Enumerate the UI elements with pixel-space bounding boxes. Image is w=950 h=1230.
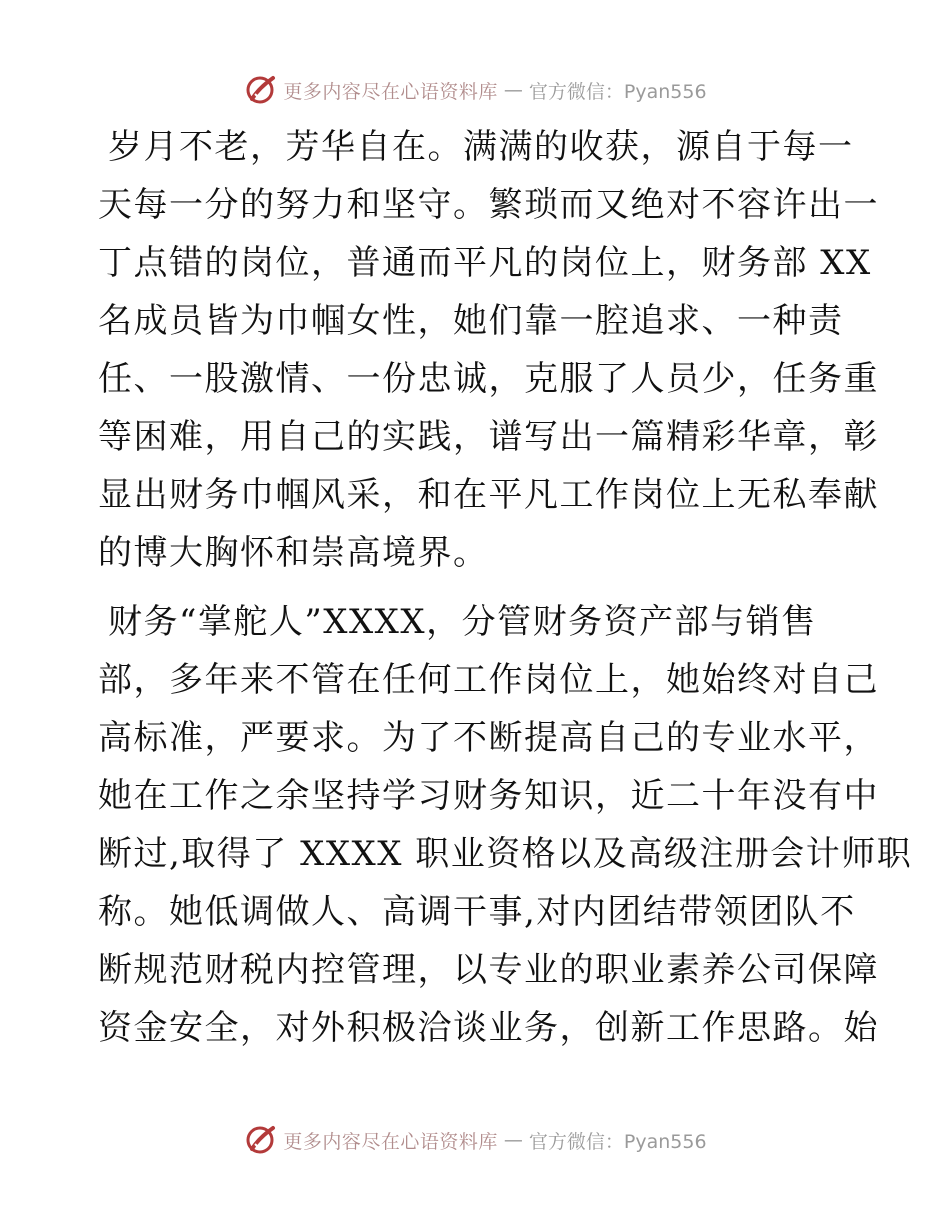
brush-logo-icon xyxy=(243,73,277,107)
footer-banner-text: 更多内容尽在心语资料库 xyxy=(283,1130,498,1153)
header-banner-separator: — xyxy=(503,79,523,101)
header-banner-text: 更多内容尽在心语资料库 xyxy=(283,80,498,103)
text-line: 天每一分的努力和坚守。繁琐而又绝对不容许出一 xyxy=(98,185,879,225)
text-line: 称。她低调做人、高调干事,对内团结带领团队不 xyxy=(98,892,856,932)
text-line: 高标准，严要求。为了不断提高自己的专业水平， xyxy=(98,718,879,758)
text-line: 的博大胸怀和崇高境界。 xyxy=(98,533,489,573)
text-line: 部，多年来不管在任何工作岗位上，她始终对自己 xyxy=(98,660,879,700)
text-line: 断规范财税内控管理，以专业的职业素养公司保障 xyxy=(98,950,879,990)
text-line: 任、一股激情、一份忠诚，克服了人员少，任务重 xyxy=(98,359,879,399)
footer-watermark-banner xyxy=(0,1120,950,1160)
text-line: 断过,取得了 XXXX 职业资格以及高级注册会计师职 xyxy=(98,834,913,874)
text-line: 丁点错的岗位，普通而平凡的岗位上，财务部 XX xyxy=(98,243,872,283)
header-banner-wechat: 官方微信：Pyan556 xyxy=(528,80,707,103)
brush-logo-icon xyxy=(243,1123,277,1157)
text-line: 她在工作之余坚持学习财务知识，近二十年没有中 xyxy=(98,776,879,816)
text-line: 名成员皆为巾帼女性，她们靠一腔追求、一种责 xyxy=(98,301,844,341)
header-watermark-banner xyxy=(0,70,950,110)
text-line: 显出财务巾帼风采，和在平凡工作岗位上无私奉献 xyxy=(98,475,879,515)
footer-banner-separator: — xyxy=(503,1129,523,1151)
text-line: 等困难，用自己的实践，谱写出一篇精彩华章，彰 xyxy=(98,417,879,457)
footer-banner-wechat: 官方微信：Pyan556 xyxy=(528,1130,707,1153)
paragraph-2 xyxy=(98,593,913,1057)
text-line: 资金安全，对外积极洽谈业务，创新工作思路。始 xyxy=(98,1008,879,1048)
document-body xyxy=(98,118,913,1057)
paragraph-1 xyxy=(98,118,879,582)
text-line: 财务“掌舵人”XXXX，分管财务资产部与销售 xyxy=(108,602,817,642)
text-line: 岁月不老，芳华自在。满满的收获，源自于每一 xyxy=(108,127,854,167)
